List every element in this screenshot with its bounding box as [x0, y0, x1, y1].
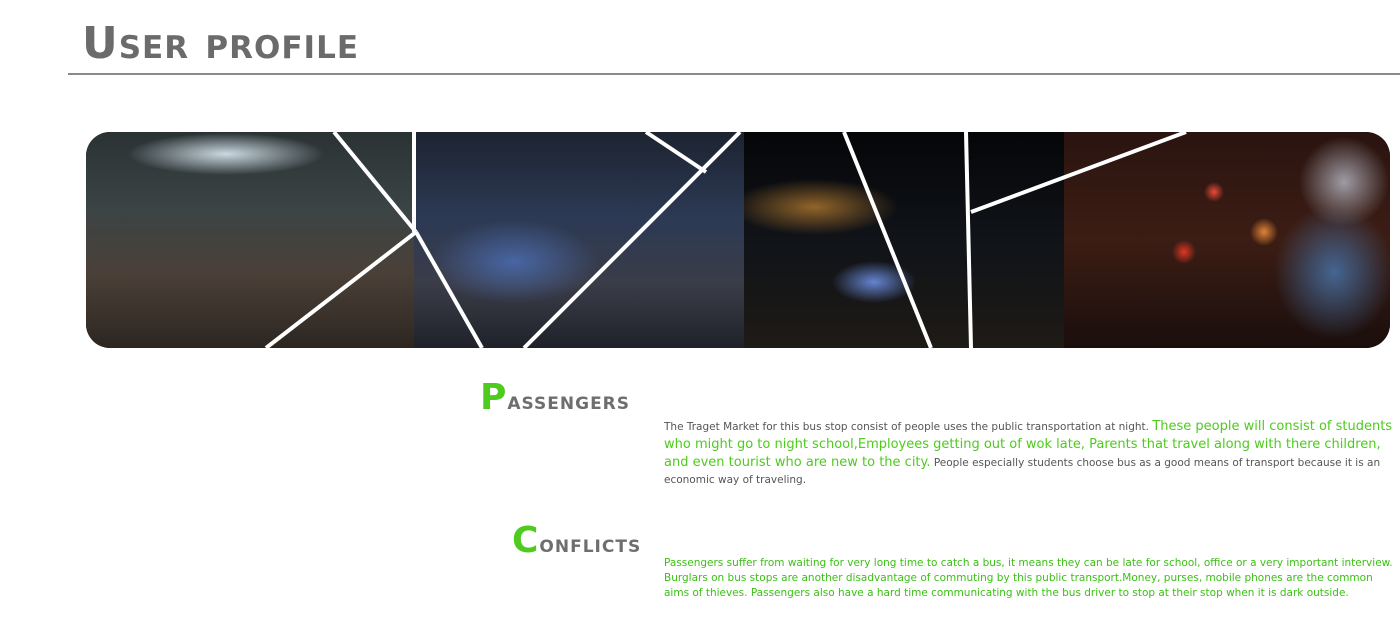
- passengers-paragraph: [664, 418, 1394, 489]
- conflicts-line-2: Burglars on bus stops are another disadvantage of commuting by this public transport.Money, purses, mobile phones are the common: [664, 572, 1373, 584]
- conflicts-heading-rest: onflicts: [539, 530, 642, 558]
- passengers-heading: [480, 377, 631, 419]
- passengers-text-3: People especially students choose bus as a good means of transport because it is an economic way of traveling.: [664, 457, 1381, 486]
- passengers-text-1: The Traget Market for this bus stop consist of people uses the public transportation at night.: [664, 421, 1149, 433]
- conflicts-heading: [512, 520, 642, 562]
- banner-divider-lines: [86, 132, 1390, 348]
- passengers-text-2: These people will consist of students who might go to night school,Employees getting out of wok late, Parents that travel along with there children, and even tourist who are new to the city.: [664, 419, 1393, 470]
- passengers-heading-rest: assengers: [507, 387, 631, 415]
- conflicts-paragraph: [664, 556, 1394, 601]
- photo-banner: [86, 132, 1390, 348]
- conflicts-line-3: aims of thieves. Passengers also have a hard time communicating with the bus driver to stop at their stop when it is dark outside.: [664, 587, 1349, 599]
- passengers-heading-initial: P: [480, 377, 508, 418]
- conflicts-heading-initial: C: [512, 520, 540, 561]
- conflicts-line-1: Passengers suffer from waiting for very long time to catch a bus, it means they can be late for school, office or a very important interview.: [664, 557, 1393, 569]
- title-divider: [68, 73, 1400, 75]
- page-title: User profile: [82, 18, 360, 69]
